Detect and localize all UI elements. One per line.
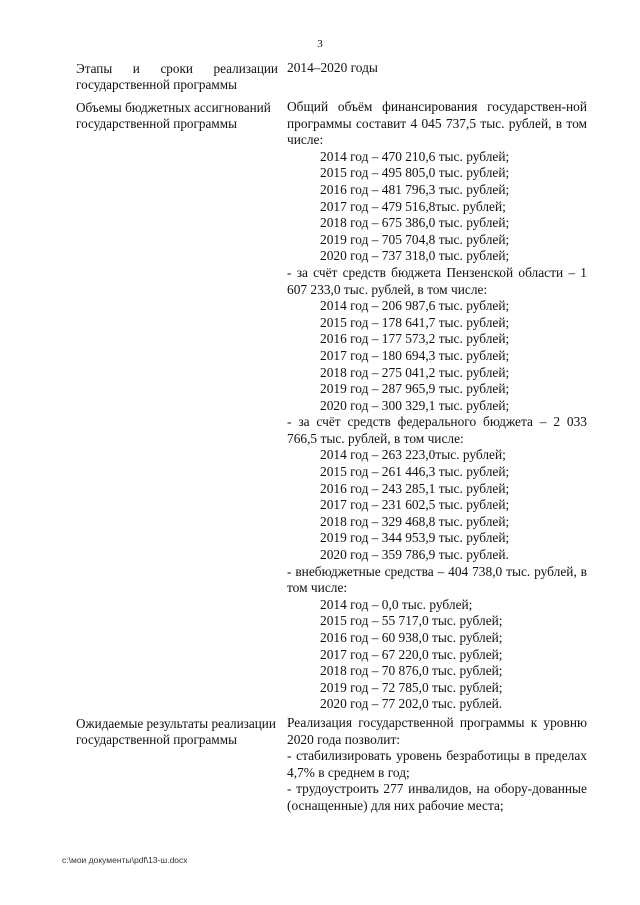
total-year-line: 2016 год – 481 796,3 тыс. рублей;	[320, 181, 510, 197]
total-year-line: 2019 год – 705 704,8 тыс. рублей;	[320, 231, 510, 247]
extra-year-line: 2018 год – 70 876,0 тыс. рублей;	[320, 663, 503, 679]
regional-year-line: 2014 год – 206 987,6 тыс. рублей;	[320, 298, 510, 314]
budget-section	[287, 99, 587, 713]
federal-year-line: 2019 год – 344 953,9 тыс. рублей;	[320, 530, 510, 546]
federal-year-line: 2018 год – 329 468,8 тыс. рублей;	[320, 513, 510, 529]
extra-year-line: 2014 год – 0,0 тыс. рублей;	[320, 596, 473, 612]
budget-label: Объемы бюджетных ассигнований государственной программы	[76, 100, 271, 131]
total-year-line: 2018 год – 675 386,0 тыс. рублей;	[320, 215, 510, 231]
regional-year-line: 2017 год – 180 694,3 тыс. рублей;	[320, 347, 510, 363]
regional-year-line: 2018 год – 275 041,2 тыс. рублей;	[320, 364, 510, 380]
results-section	[287, 715, 587, 815]
extra-year-line: 2020 год – 77 202,0 тыс. рублей.	[320, 696, 503, 712]
federal-year-line: 2015 год – 261 446,3 тыс. рублей;	[320, 464, 510, 480]
results-items-list	[287, 748, 587, 814]
footer-path: c:\мои документы\pdf\13-ш.docx	[62, 855, 188, 865]
total-year-line: 2020 год – 737 318,0 тыс. рублей;	[320, 248, 510, 264]
stages-label: Этапы и сроки реализации государственной программы	[76, 61, 278, 92]
extra-year-line: 2015 год – 55 717,0 тыс. рублей;	[320, 613, 503, 629]
extra-year-line: 2017 год – 67 220,0 тыс. рублей;	[320, 646, 503, 662]
regional-intro: - за счёт средств бюджета Пензенской области – 1 607 233,0 тыс. рублей, в том числе:	[287, 264, 587, 297]
extra-intro: - внебюджетные средства – 404 738,0 тыс. рублей, в том числе:	[287, 563, 587, 596]
regional-year-line: 2015 год – 178 641,7 тыс. рублей;	[320, 314, 510, 330]
regional-years-list	[287, 298, 587, 414]
results-intro: Реализация государственной программы к уровню 2020 года позволит:	[287, 715, 587, 747]
extra-year-line: 2016 год – 60 938,0 тыс. рублей;	[320, 630, 503, 645]
federal-year-line: 2020 год – 359 786,9 тыс. рублей.	[320, 547, 509, 563]
federal-year-line: 2016 год – 243 285,1 тыс. рублей;	[320, 480, 510, 496]
total-year-line: 2017 год – 479 516,8тыс. рублей;	[320, 198, 506, 214]
federal-years-list	[287, 447, 587, 563]
federal-intro: - за счёт средств федерального бюджета – 2 033 766,5 тыс. рублей, в том числе:	[287, 414, 587, 446]
total-year-line: 2014 год – 470 210,6 тыс. рублей;	[320, 148, 510, 164]
total-intro: Общий объём финансирования государствен-ной программы составит 4 045 737,5 тыс. рублей, в том числе:	[287, 99, 587, 148]
page-number: 3	[317, 38, 323, 50]
federal-year-line: 2017 год – 231 602,5 тыс. рублей;	[320, 497, 510, 513]
stages-value: 2014–2020 годы	[287, 60, 378, 75]
regional-year-line: 2020 год – 300 329,1 тыс. рублей;	[320, 397, 510, 413]
regional-year-line: 2019 год – 287 965,9 тыс. рублей;	[320, 381, 510, 397]
extra-years-list	[287, 597, 587, 713]
results-item-line: - трудоустроить 277 инвалидов, на обору-дованные (оснащенные) для них рабочие места;	[287, 781, 587, 813]
regional-year-line: 2016 год – 177 573,2 тыс. рублей;	[320, 331, 510, 347]
total-years-list	[287, 149, 587, 265]
extra-year-line: 2019 год – 72 785,0 тыс. рублей;	[320, 679, 503, 695]
total-year-line: 2015 год – 495 805,0 тыс. рублей;	[320, 165, 510, 181]
federal-year-line: 2014 год – 263 223,0тыс. рублей;	[320, 447, 506, 463]
results-item-line: - стабилизировать уровень безработицы в пределах 4,7% в среднем в год;	[287, 748, 587, 780]
results-label: Ожидаемые результаты реализации государственной программы	[76, 716, 276, 747]
